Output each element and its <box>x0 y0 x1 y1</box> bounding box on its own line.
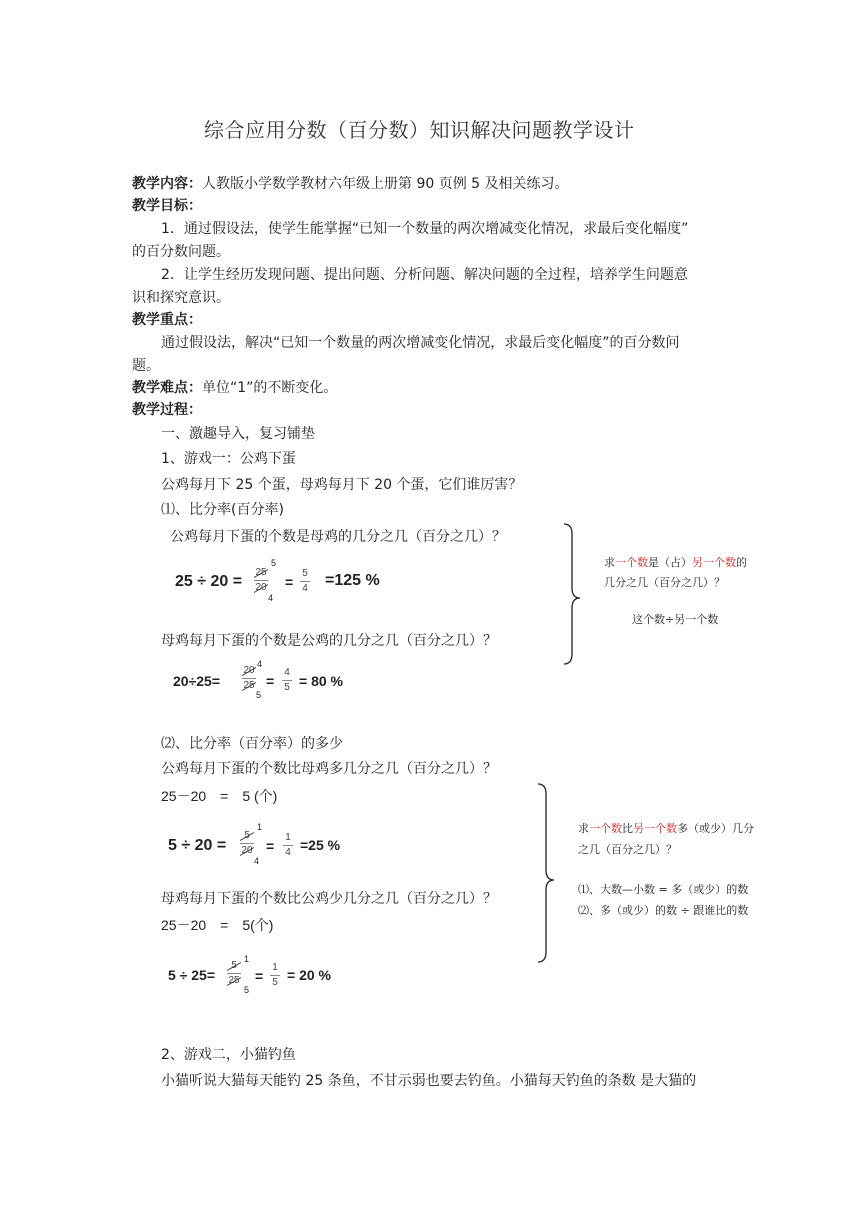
eq1-equals: = <box>285 574 294 590</box>
content-label: 教学内容： <box>132 176 202 192</box>
eq1-orig-denominator: 20 <box>255 582 267 593</box>
eq2-reduced-denominator: 5 <box>256 690 262 700</box>
note2-a3: 比 <box>622 822 633 835</box>
game2-question: 小猫听说大猫每天能钓 25 条鱼，不甘示弱也要去钓鱼。小猫每天钓鱼的条数 是大猫的 <box>161 1073 697 1089</box>
part2-step-1: 25－20 = 5 (个) <box>161 788 278 804</box>
content-line <box>132 174 569 194</box>
eq1-fraction-den: 4 <box>302 583 308 594</box>
eq2-orig-denominator: 25 <box>243 680 255 691</box>
eq2-equals: = <box>266 673 275 689</box>
part2-question-2: 母鸡每月下蛋的个数比公鸡少几分之几（百分之几）？ <box>161 891 497 907</box>
eq4-struck-fraction <box>227 960 241 987</box>
part1-question-1: 公鸡每月下蛋的个数是母鸡的几分之几（百分之几）？ <box>170 529 506 545</box>
eq2-struck-fraction <box>242 665 256 692</box>
note1-line-a <box>604 552 747 574</box>
eq1-reduced-numerator: 5 <box>271 558 277 568</box>
goal1-line-b: 的百分数问题。 <box>132 244 230 260</box>
eq4-lhs: 5 ÷ 25= <box>168 967 215 983</box>
note1-line-c: 这个数÷另一个数 <box>632 613 719 626</box>
eq2-lhs: 20÷25= <box>173 673 221 689</box>
eq3-orig-numerator: 5 <box>240 830 254 842</box>
eq2-fraction-den: 5 <box>284 682 290 693</box>
note2-a2: 一个数 <box>589 822 622 835</box>
right-brace-2 <box>536 782 566 966</box>
eq3-fraction-den: 4 <box>285 847 291 858</box>
eq4-equals: = <box>255 968 264 984</box>
note2-a4: 另一个数 <box>633 822 677 835</box>
eq4-orig-numerator: 5 <box>227 960 241 972</box>
note2-line-b: 之几（百分之几）？ <box>578 843 677 856</box>
key-line-b: 题。 <box>132 358 160 374</box>
eq2-orig-numerator: 20 <box>243 665 255 676</box>
goal2-line-b: 识和探究意识。 <box>132 290 230 306</box>
eq1-result: =125 % <box>325 572 380 589</box>
eq2-fraction-num: 4 <box>284 667 290 678</box>
eq2-fraction <box>282 667 292 694</box>
part1-question-2: 母鸡每月下蛋的个数是公鸡的几分之几（百分之几）？ <box>161 633 497 649</box>
eq4-result: = 20 % <box>287 967 331 983</box>
note2-line-c: ⑴、大数—小数 = 多（或少）的数 <box>578 883 749 896</box>
difficulty-line <box>132 378 337 398</box>
eq3-reduced-numerator: 1 <box>257 822 263 832</box>
note2-a5: 多（或少）几分 <box>677 822 754 835</box>
eq3-result: =25 % <box>300 837 341 853</box>
game1-heading: 1、游戏一：公鸡下蛋 <box>161 451 296 467</box>
section-1-heading: 一、激趣导入，复习铺垫 <box>161 426 315 442</box>
note2-a1: 求 <box>578 822 589 835</box>
note2-line-d: ⑵、多（或少）的数 ÷ 跟谁比的数 <box>578 904 749 917</box>
part2-step-2: 25－20 = 5(个) <box>161 917 274 933</box>
part1-heading: ⑴、比分率(百分率) <box>161 502 284 518</box>
eq2-reduced-numerator: 4 <box>257 659 263 669</box>
note1-line-b: 几分之几（百分之几）？ <box>604 576 725 589</box>
eq4-fraction-den: 5 <box>272 977 278 988</box>
eq4-fraction <box>270 962 280 989</box>
part2-question-1: 公鸡每月下蛋的个数比母鸡多几分之几（百分之几）？ <box>161 761 497 777</box>
eq1-orig-numerator: 25 <box>255 567 267 578</box>
eq2-result: = 80 % <box>299 673 343 689</box>
goals-label: 教学目标： <box>132 198 202 214</box>
eq1-fraction-num: 5 <box>302 568 308 579</box>
note1-a3: 是（占） <box>648 556 692 569</box>
eq4-reduced-denominator: 5 <box>244 985 250 995</box>
game1-question: 公鸡每月下 25 个蛋，母鸡每月下 20 个蛋，它们谁厉害？ <box>161 477 523 493</box>
note2-line-a <box>578 818 754 840</box>
eq3-fraction <box>283 832 293 859</box>
note1-a4: 另一个数 <box>692 556 736 569</box>
eq3-orig-denominator: 20 <box>241 845 253 856</box>
part2-heading: ⑵、比分率（百分率）的多少 <box>161 736 343 752</box>
process-label: 教学过程： <box>132 402 202 418</box>
eq3-equals: = <box>266 838 275 854</box>
game2-heading: 2、游戏二，小猫钓鱼 <box>161 1047 296 1063</box>
page-title: 综合应用分数（百分数）知识解决问题教学设计 <box>204 118 635 142</box>
note1-a2: 一个数 <box>615 556 648 569</box>
eq1-lhs: 25 ÷ 20 = <box>175 573 243 590</box>
difficulty-label: 教学难点： <box>132 380 202 396</box>
goal2-line-a: 2．让学生经历发现问题、提出问题、分析问题、解决问题的全过程，培养学生问题意 <box>161 267 688 283</box>
eq3-fraction-num: 1 <box>285 832 291 843</box>
eq4-fraction-num: 1 <box>272 962 278 973</box>
eq3-struck-fraction <box>240 830 254 857</box>
eq3-lhs: 5 ÷ 20 = <box>168 837 227 854</box>
note1-a1: 求 <box>604 556 615 569</box>
eq3-reduced-denominator: 4 <box>254 856 260 866</box>
right-brace-1 <box>560 522 590 668</box>
eq1-fraction <box>300 568 310 595</box>
key-line-a: 通过假设法，解决“已知一个数量的两次增减变化情况，求最后变化幅度”的百分数问 <box>161 335 680 351</box>
eq4-orig-denominator: 25 <box>228 975 240 986</box>
eq4-reduced-numerator: 1 <box>244 954 250 964</box>
difficulty-text: 单位“1”的不断变化。 <box>202 380 338 396</box>
key-label: 教学重点： <box>132 312 202 328</box>
content-text: 人教版小学数学教材六年级上册第 90 页例 5 及相关练习。 <box>202 176 569 192</box>
eq1-struck-fraction <box>254 567 268 594</box>
note1-a5: 的 <box>736 556 747 569</box>
eq1-reduced-denominator: 4 <box>268 593 274 603</box>
goal1-line-a: 1．通过假设法，使学生能掌握“已知一个数量的两次增减变化情况，求最后变化幅度” <box>161 221 689 237</box>
